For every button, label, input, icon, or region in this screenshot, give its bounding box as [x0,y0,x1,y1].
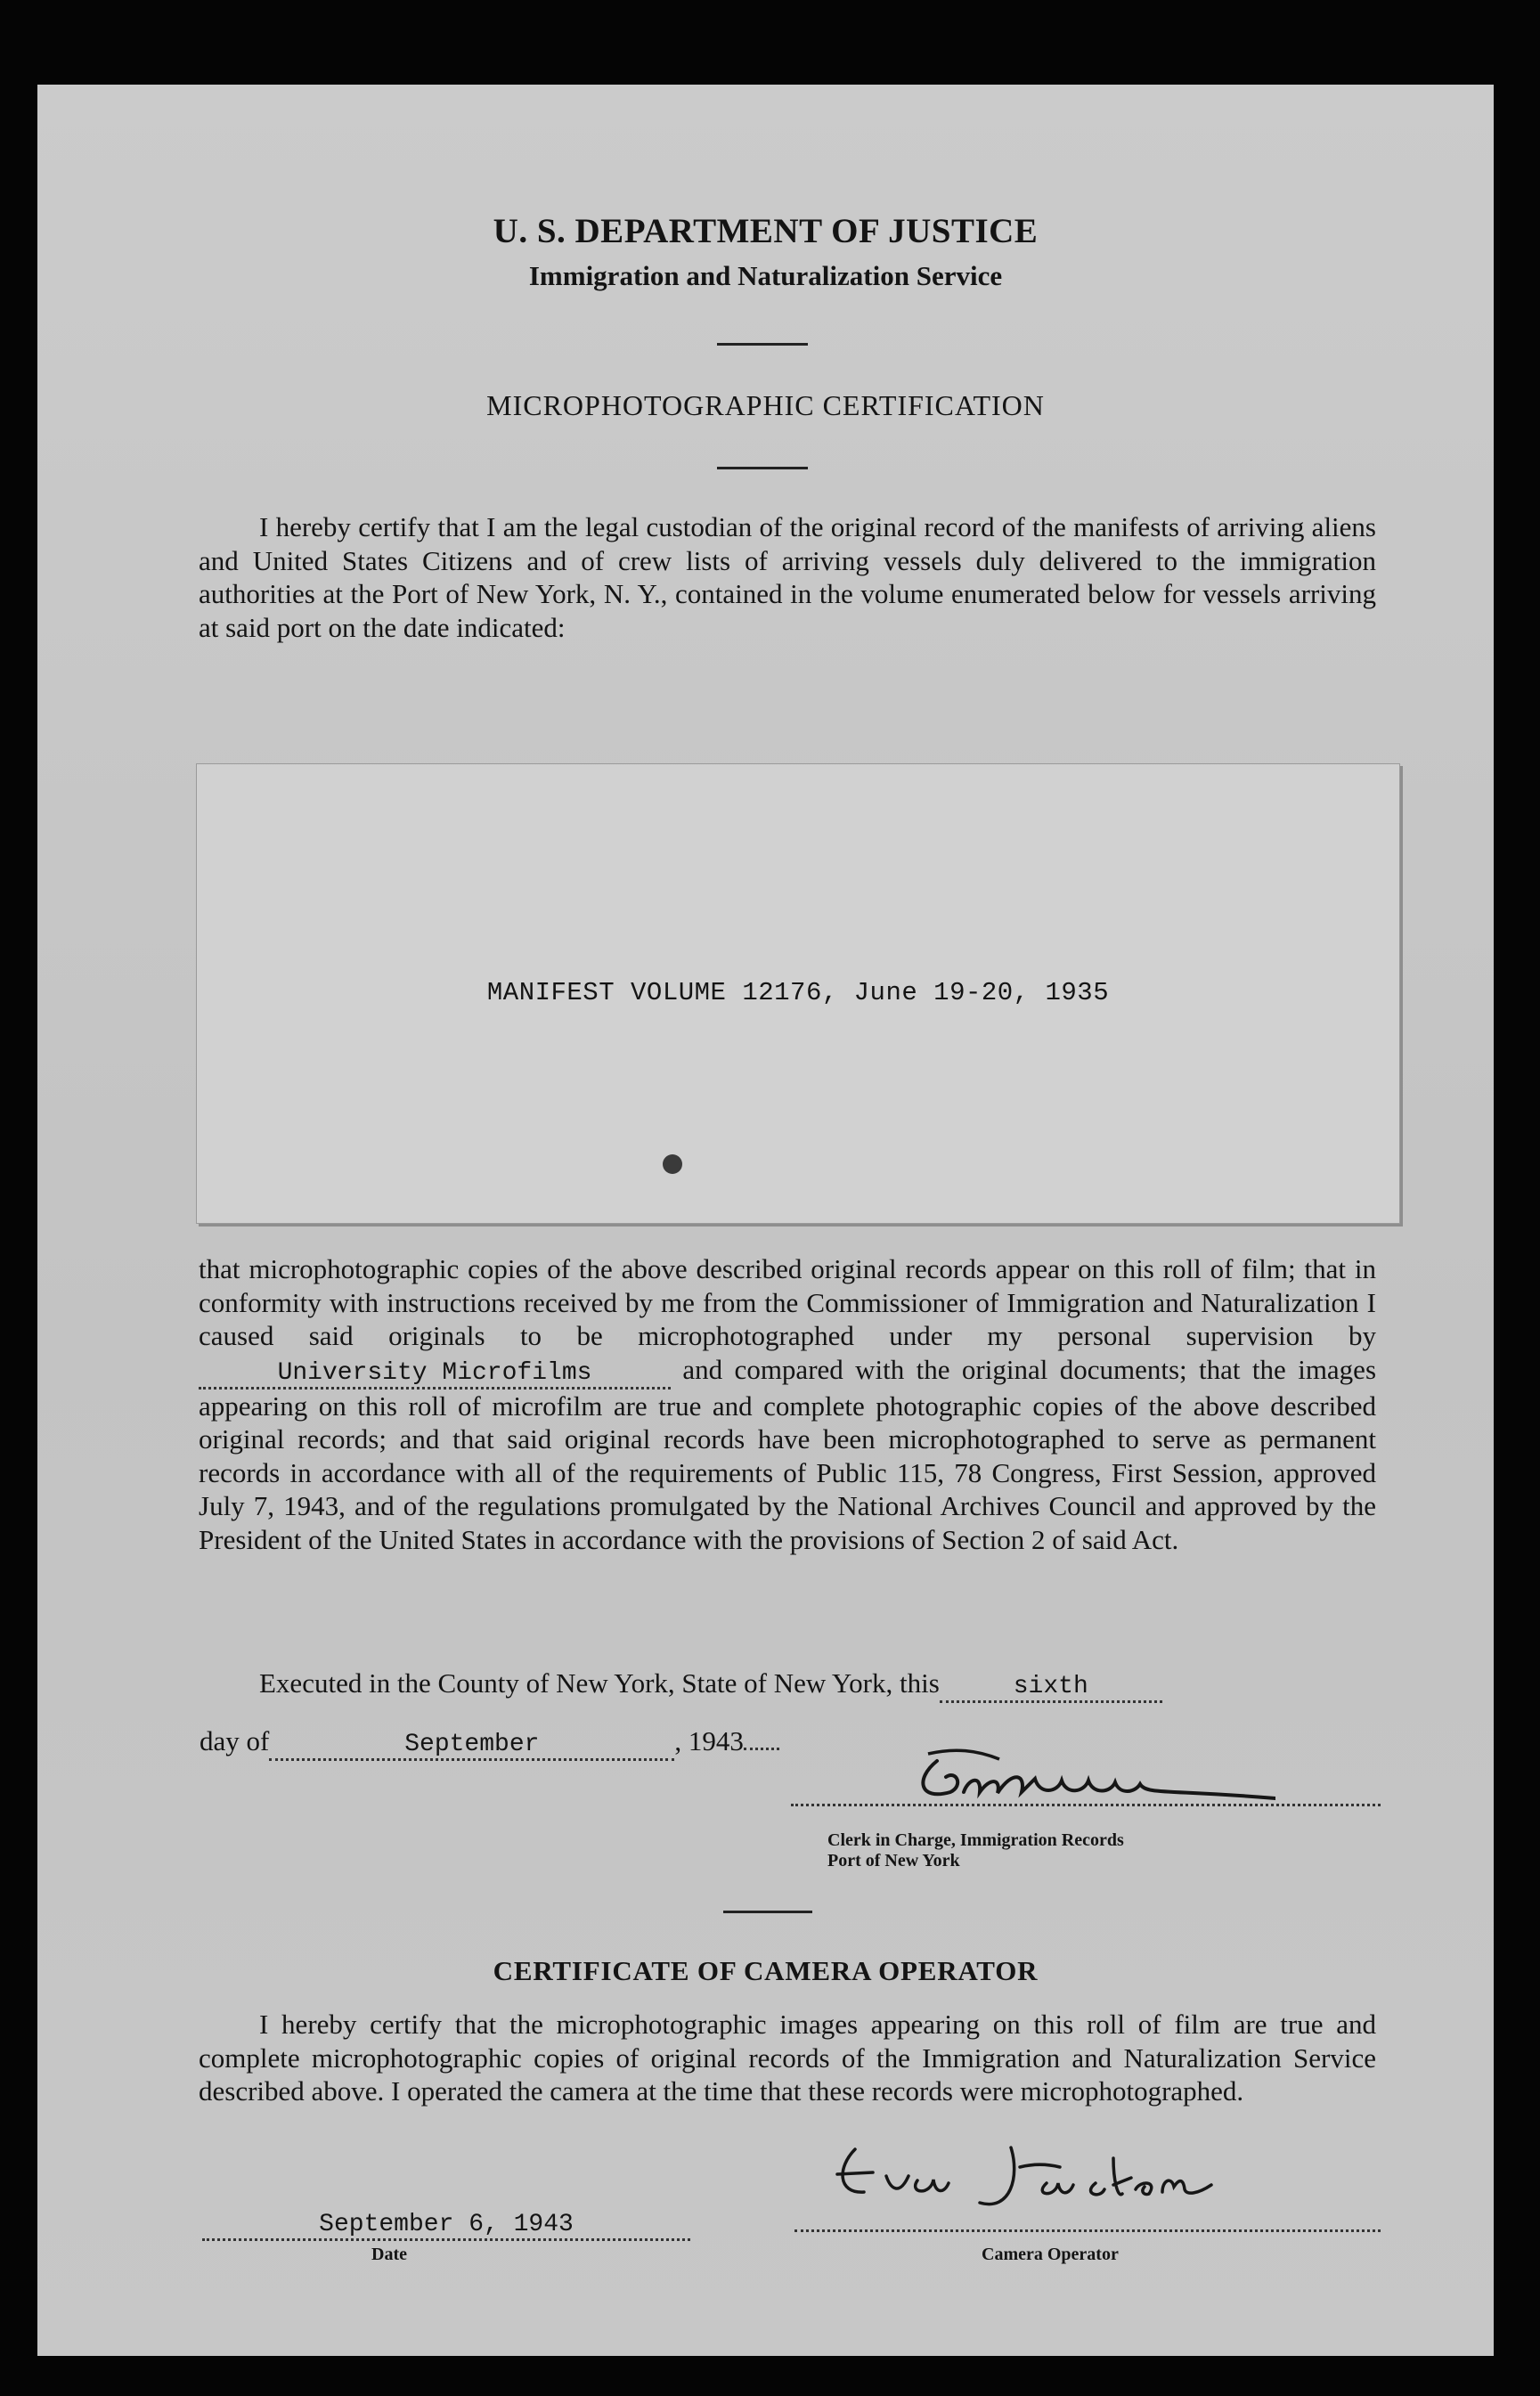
operator-signature [819,2140,1229,2229]
operator-date-line [202,2209,690,2241]
month-field: September [269,1732,674,1761]
conformity-text-2: and compared with the original documents; that the images appearing on this roll of microfilm are true and complete photographic copies of the above described original records; and that said original records have been microphotographed to serve as permanent records in accordance with all of the requirements of Public 115, 78 Congress, First Session, approved July 7, 1943, and of the regulations promulgated by the National Archives Council and approved by the President of the United States in accordance with the provisions of Section 2 of said Act. [199,1353,1377,1555]
operator-signature-line [794,2229,1381,2232]
department-title: U. S. DEPARTMENT OF JUSTICE [493,212,1039,250]
day-of-label: day of [200,1725,270,1756]
custodian-paragraph: I hereby certify that I am the legal custodian of the original record of the manifests of arriving aliens and United States Citizens and of crew lists of arriving vessels duly delivered to the immigration authorities at the Port of New York, N. Y., contained in the volume enumerated below for vessels arriving at said port on the date indicated: [199,511,1376,643]
certification-title: MICROPHOTOGRAPHIC CERTIFICATION [486,389,1045,421]
conformity-text-1: that microphotographic copies of the above described original records appear on this roll of film; that in conformity with instructions received by me from the Commissioner of Immigration and Naturalization I caused said originals to be microphotographed under my personal supervision by [199,1253,1376,1351]
clerk-title [827,1830,1124,1871]
date-label: Date [371,2245,407,2264]
filmed-by-field: University Microfilms [199,1360,671,1390]
camera-operator-paragraph: I hereby certify that the microphotographic images appearing on this roll of film are true and complete microphotographic copies of original records of the Immigration and Naturalization Service described above. I operated the camera at the time that these records were microphotographed. [199,2009,1376,2107]
certificate-page [37,85,1494,2356]
execution-day-field: sixth [940,1674,1162,1703]
year-trailing-dots [744,1748,779,1750]
camera-operator-label: Camera Operator [982,2245,1119,2264]
operator-date-field: September 6, 1943 [202,2212,690,2241]
conformity-paragraph [199,1252,1376,1556]
execution-prefix: Executed in the County of New York, State of New York, this [259,1667,940,1699]
manifest-volume: MANIFEST VOLUME 12176, June 19-20, 1935 [486,978,1110,1007]
divider [717,343,808,346]
divider [717,467,808,469]
execution-line [259,1667,1162,1703]
camera-operator-title: CERTIFICATE OF CAMERA OPERATOR [493,1955,1039,1986]
manifest-label-card [196,763,1400,1224]
service-subtitle: Immigration and Naturalization Service [528,260,1003,291]
clerk-title-line-1: Clerk in Charge, Immigration Records [827,1830,1124,1850]
divider [723,1911,812,1913]
clerk-title-line-2: Port of New York [827,1851,960,1870]
year-text: , 1943 [674,1725,744,1756]
ink-spot [663,1154,682,1174]
clerk-signature-line [791,1804,1381,1806]
day-of-line [200,1725,779,1761]
